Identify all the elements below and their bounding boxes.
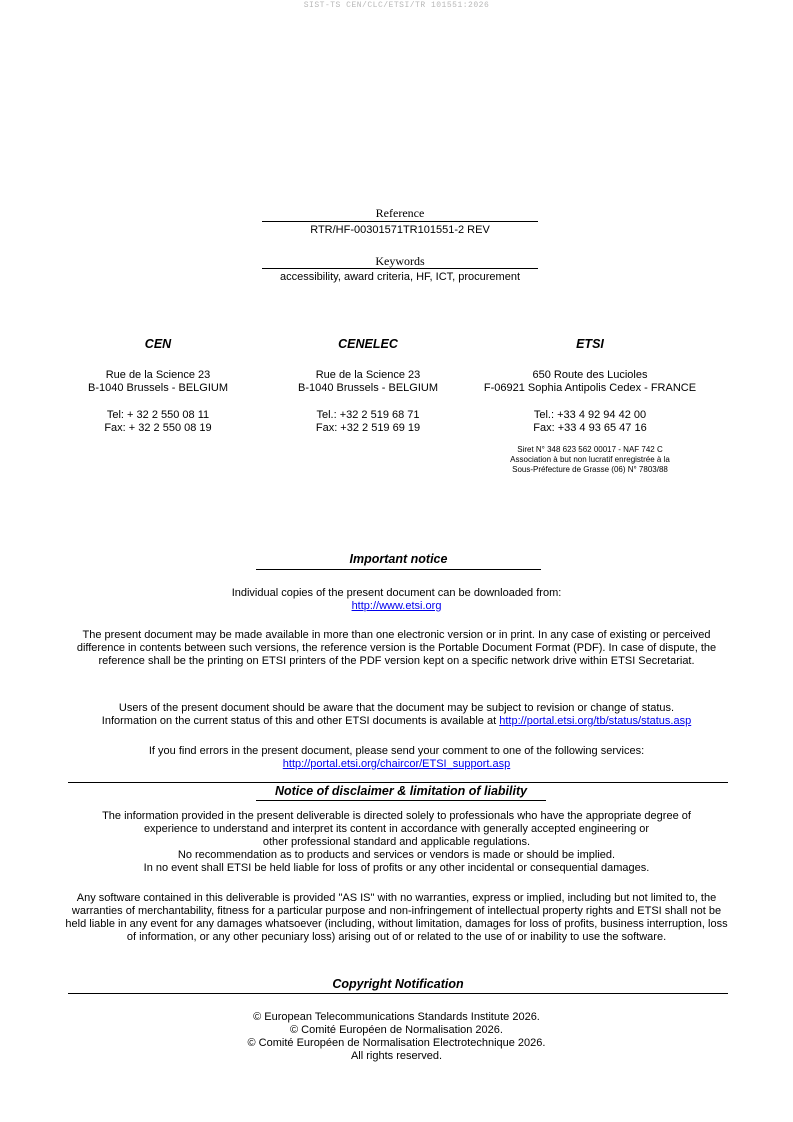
- status-notice: [55, 702, 738, 728]
- copyright-body: [60, 1011, 733, 1063]
- org-etsi-siret: Siret N° 348 623 562 00017 - NAF 742 C: [517, 445, 663, 454]
- download-notice: [60, 587, 733, 613]
- org-cen-fax: Fax: + 32 2 550 08 19: [104, 422, 212, 434]
- org-cenelec-address1: Rue de la Science 23: [315, 369, 421, 381]
- org-etsi-address1: 650 Route des Lucioles: [532, 369, 648, 381]
- org-etsi-address: [455, 369, 725, 475]
- org-cenelec-fax: Fax: +32 2 519 69 19: [315, 422, 421, 434]
- disclaimer-line-1: The information provided in the present deliverable is directed solely to professionals who have the appropriate degree of: [102, 810, 691, 822]
- etsi-website-link[interactable]: http://www.etsi.org: [351, 600, 442, 612]
- support-link[interactable]: http://portal.etsi.org/chaircor/ETSI_support.asp: [282, 758, 511, 770]
- status-text-2: Information on the current status of this and other ETSI documents is available at: [101, 715, 500, 727]
- watermark: SIST-TS CEN/CLC/ETSI/TR 101551:2026: [303, 1, 490, 10]
- disclaimer-title: Notice of disclaimer & limitation of liability: [274, 784, 528, 798]
- org-cenelec-name: CENELEC: [338, 337, 398, 351]
- copyright-line-2: © Comité Européen de Normalisation 2026.: [290, 1024, 503, 1036]
- keywords-value: accessibility, award criteria, HF, ICT, procurement: [279, 271, 521, 283]
- reference-value: RTR/HF-00301571TR101551-2 REV: [310, 224, 490, 236]
- org-cenelec-tel: Tel.: +32 2 519 68 71: [316, 409, 420, 421]
- org-cen-address2: B-1040 Brussels - BELGIUM: [88, 382, 228, 394]
- org-cen-name: CEN: [144, 337, 172, 351]
- keywords-label: Keywords: [375, 254, 425, 268]
- copyright-divider: [68, 993, 728, 994]
- org-cen-address1: Rue de la Science 23: [105, 369, 211, 381]
- org-etsi-name: ETSI: [576, 337, 604, 351]
- org-etsi-assoc1: Association à but non lucratif enregistrée à la: [510, 455, 670, 464]
- disclaimer-line-5: In no event shall ETSI be held liable for loss of profits or any other incidental or consequential damages.: [143, 862, 650, 874]
- disclaimer-title-divider: [256, 800, 546, 801]
- software-disclaimer: Any software contained in this deliverable is provided "AS IS" with no warranties, express or implied, including but not limited to, the warranties of merchantability, fitness for a particular purpose and non-infringement of intellectual property rights and ETSI shall not be held liable in any event for any damages whatsoever (including, without limitation, damages for loss of profits, business interruption, loss of information, or any other pecuniary loss) arising out of or related to the use of or inability to use the software.: [65, 892, 728, 943]
- org-etsi-tel: Tel.: +33 4 92 94 42 00: [533, 409, 647, 421]
- important-notice-title: Important notice: [349, 552, 448, 566]
- download-text: Individual copies of the present document can be downloaded from:: [231, 587, 562, 599]
- errors-notice: [60, 745, 733, 771]
- org-cenelec-address2: B-1040 Brussels - BELGIUM: [298, 382, 438, 394]
- org-etsi-address2: F-06921 Sophia Antipolis Cedex - FRANCE: [483, 382, 697, 394]
- status-link[interactable]: http://portal.etsi.org/tb/status/status.asp: [499, 715, 692, 727]
- copyright-line-1: © European Telecommunications Standards Institute 2026.: [253, 1011, 540, 1023]
- org-cen-tel: Tel: + 32 2 550 08 11: [106, 409, 210, 421]
- reference-label: Reference: [375, 206, 425, 220]
- disclaimer-top-divider: [68, 782, 728, 783]
- disclaimer-line-4: No recommendation as to products and services or vendors is made or should be implied.: [177, 849, 616, 861]
- org-etsi-fax: Fax: +33 4 93 65 47 16: [533, 422, 647, 434]
- keywords-divider: [262, 268, 538, 269]
- status-text-1: Users of the present document should be aware that the document may be subject to revision or change of status.: [118, 702, 675, 714]
- disclaimer-line-3: other professional standard and applicable regulations.: [262, 836, 531, 848]
- org-etsi-assoc2: Sous-Préfecture de Grasse (06) N° 7803/88: [512, 465, 668, 474]
- disclaimer-body: [55, 810, 738, 875]
- copyright-title: Copyright Notification: [332, 977, 464, 991]
- errors-text: If you find errors in the present document, please send your comment to one of the following services:: [148, 745, 645, 757]
- copyright-line-4: All rights reserved.: [350, 1050, 443, 1062]
- important-notice-divider: [256, 569, 541, 570]
- pdf-reference-notice: The present document may be made available in more than one electronic version or in print. In any case of existing or perceived difference in contents between such versions, the reference version is the Portable Document Format (PDF). In case of dispute, the reference shall be the printing on ETSI printers of the PDF version kept on a specific network drive within ETSI Secretariat.: [76, 629, 717, 667]
- copyright-line-3: © Comité Européen de Normalisation Electrotechnique 2026.: [247, 1037, 546, 1049]
- disclaimer-line-2: experience to understand and interpret its content in accordance with generally accepted engineering or: [143, 823, 650, 835]
- reference-divider: [262, 221, 538, 222]
